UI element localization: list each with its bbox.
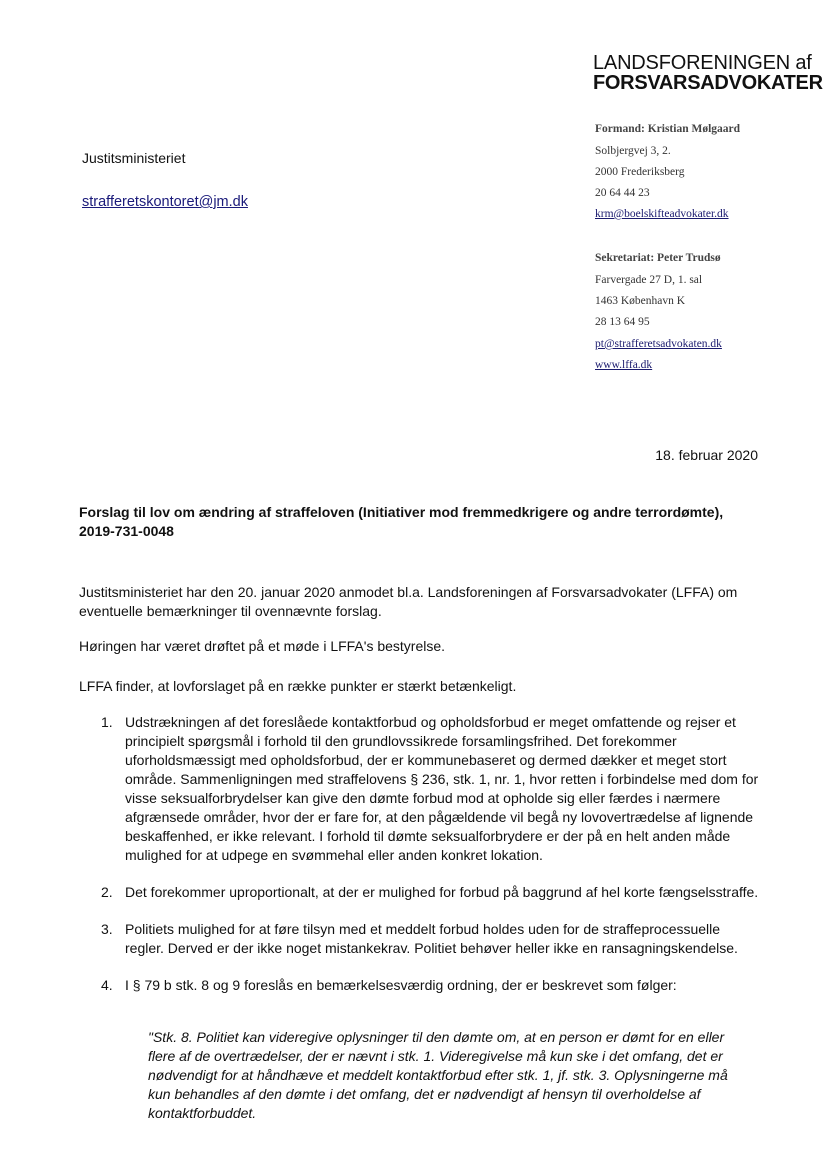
list-item-number: 2. xyxy=(101,884,113,900)
hearing-paragraph: Høringen har været drøftet på et møde i LFFA's bestyrelse. xyxy=(79,638,446,654)
website-link[interactable]: www.lffa.dk xyxy=(595,359,653,371)
list-item xyxy=(79,713,759,865)
list-item-number: 4. xyxy=(101,977,113,993)
opinion-paragraph: LFFA finder, at lovforslaget på en række punkter er stærkt betænkeligt. xyxy=(79,678,517,694)
list-item-text: Politiets mulighed for at føre tilsyn med et meddelt forbud holdes uden for de straffeprocessuelle regler. Derved er der ikke noget mistankekrav. Politiet behøver heller ikke en ransagningskendelse. xyxy=(125,921,738,956)
list-item-text: Det forekommer uproportionalt, at der er mulighed for forbud på baggrund af hel korte fængselsstraffe. xyxy=(125,884,759,900)
chair-email-link[interactable]: krm@boelskifteadvokater.dk xyxy=(595,208,729,220)
list-item xyxy=(79,976,759,995)
recipient-name: Justitsministeriet xyxy=(82,150,186,166)
chair-title: Formand: Kristian Mølgaard xyxy=(595,123,741,135)
concerns-list xyxy=(79,713,759,1013)
secretariat-street: Farvergade 27 D, 1. sal xyxy=(595,274,703,286)
chair-phone: 20 64 44 23 xyxy=(595,187,650,199)
list-item-number: 3. xyxy=(101,921,113,937)
secretariat-phone: 28 13 64 95 xyxy=(595,316,650,328)
quoted-statute: "Stk. 8. Politiet kan videregive oplysninger til den dømte om, at en person er dømt for en eller flere af de overtrædelser, der er nævnt i stk. 1. Videregivelse må kun ske i det omfang, det er nødvendigt for at håndhæve et meddelt kontaktforbud efter stk. 1, jf. stk. 3. Oplysningerne må kun behandles af den dømte i det omfang, det er nødvendigt af hensyn til overholdelse af kontaktforbuddet. xyxy=(148,1029,728,1121)
secretariat-email-link[interactable]: pt@strafferetsadvokaten.dk xyxy=(595,338,722,350)
intro-paragraph: Justitsministeriet har den 20. januar 2020 anmodet bl.a. Landsforeningen af Forsvarsadvokater (LFFA) om eventuelle bemærkninger til ovennævnte forslag. xyxy=(79,584,738,619)
chair-city: 2000 Frederiksberg xyxy=(595,166,685,178)
list-item-text: Udstrækningen af det foreslåede kontaktforbud og opholdsforbud er meget omfattende og rejser et principielt spørgsmål i forhold til den grundlovssikrede forsamlingsfrihed. Det forekommer uforholdsmæssigt med opholdsforbud, der er kommunebaseret og dermed dækker et meget stort område. Sammenligningen med straffelovens § 236, stk. 1, nr. 1, hvor retten i forbindelse med dom for visse seksualforbrydelser kan give den dømte forbud mod at opholde sig eller færdes i nærmere afgrænsede områder, hvor der er fare for, at den pågældende vil begå ny lovovertrædelse af lignende beskaffenhed, er ikke relevant. I forhold til dømte seksualforbrydere er der på en helt anden måde mulighed for at udpege en svømmehal eller anden konkret lokation. xyxy=(125,714,759,863)
org-name-line2: FORSVARSADVOKATER xyxy=(593,72,823,94)
letter-date: 18. februar 2020 xyxy=(655,447,758,463)
list-item-number: 1. xyxy=(101,714,113,730)
secretariat-city: 1463 København K xyxy=(595,295,686,307)
chair-street: Solbjergvej 3, 2. xyxy=(595,145,671,157)
secretariat-title: Sekretariat: Peter Trudsø xyxy=(595,252,721,264)
letter-subject: Forslag til lov om ændring af straffeloven (Initiativer mod fremmedkrigere og andre terrordømte), 2019-731-0048 xyxy=(79,504,724,539)
recipient-email-link[interactable]: strafferetskontoret@jm.dk xyxy=(82,194,248,210)
list-item-text: I § 79 b stk. 8 og 9 foreslås en bemærkelsesværdig ordning, der er beskrevet som følger: xyxy=(125,977,677,993)
org-name-line1: LANDSFORENINGEN af xyxy=(593,52,812,74)
list-item xyxy=(79,883,759,902)
list-item xyxy=(79,920,759,958)
